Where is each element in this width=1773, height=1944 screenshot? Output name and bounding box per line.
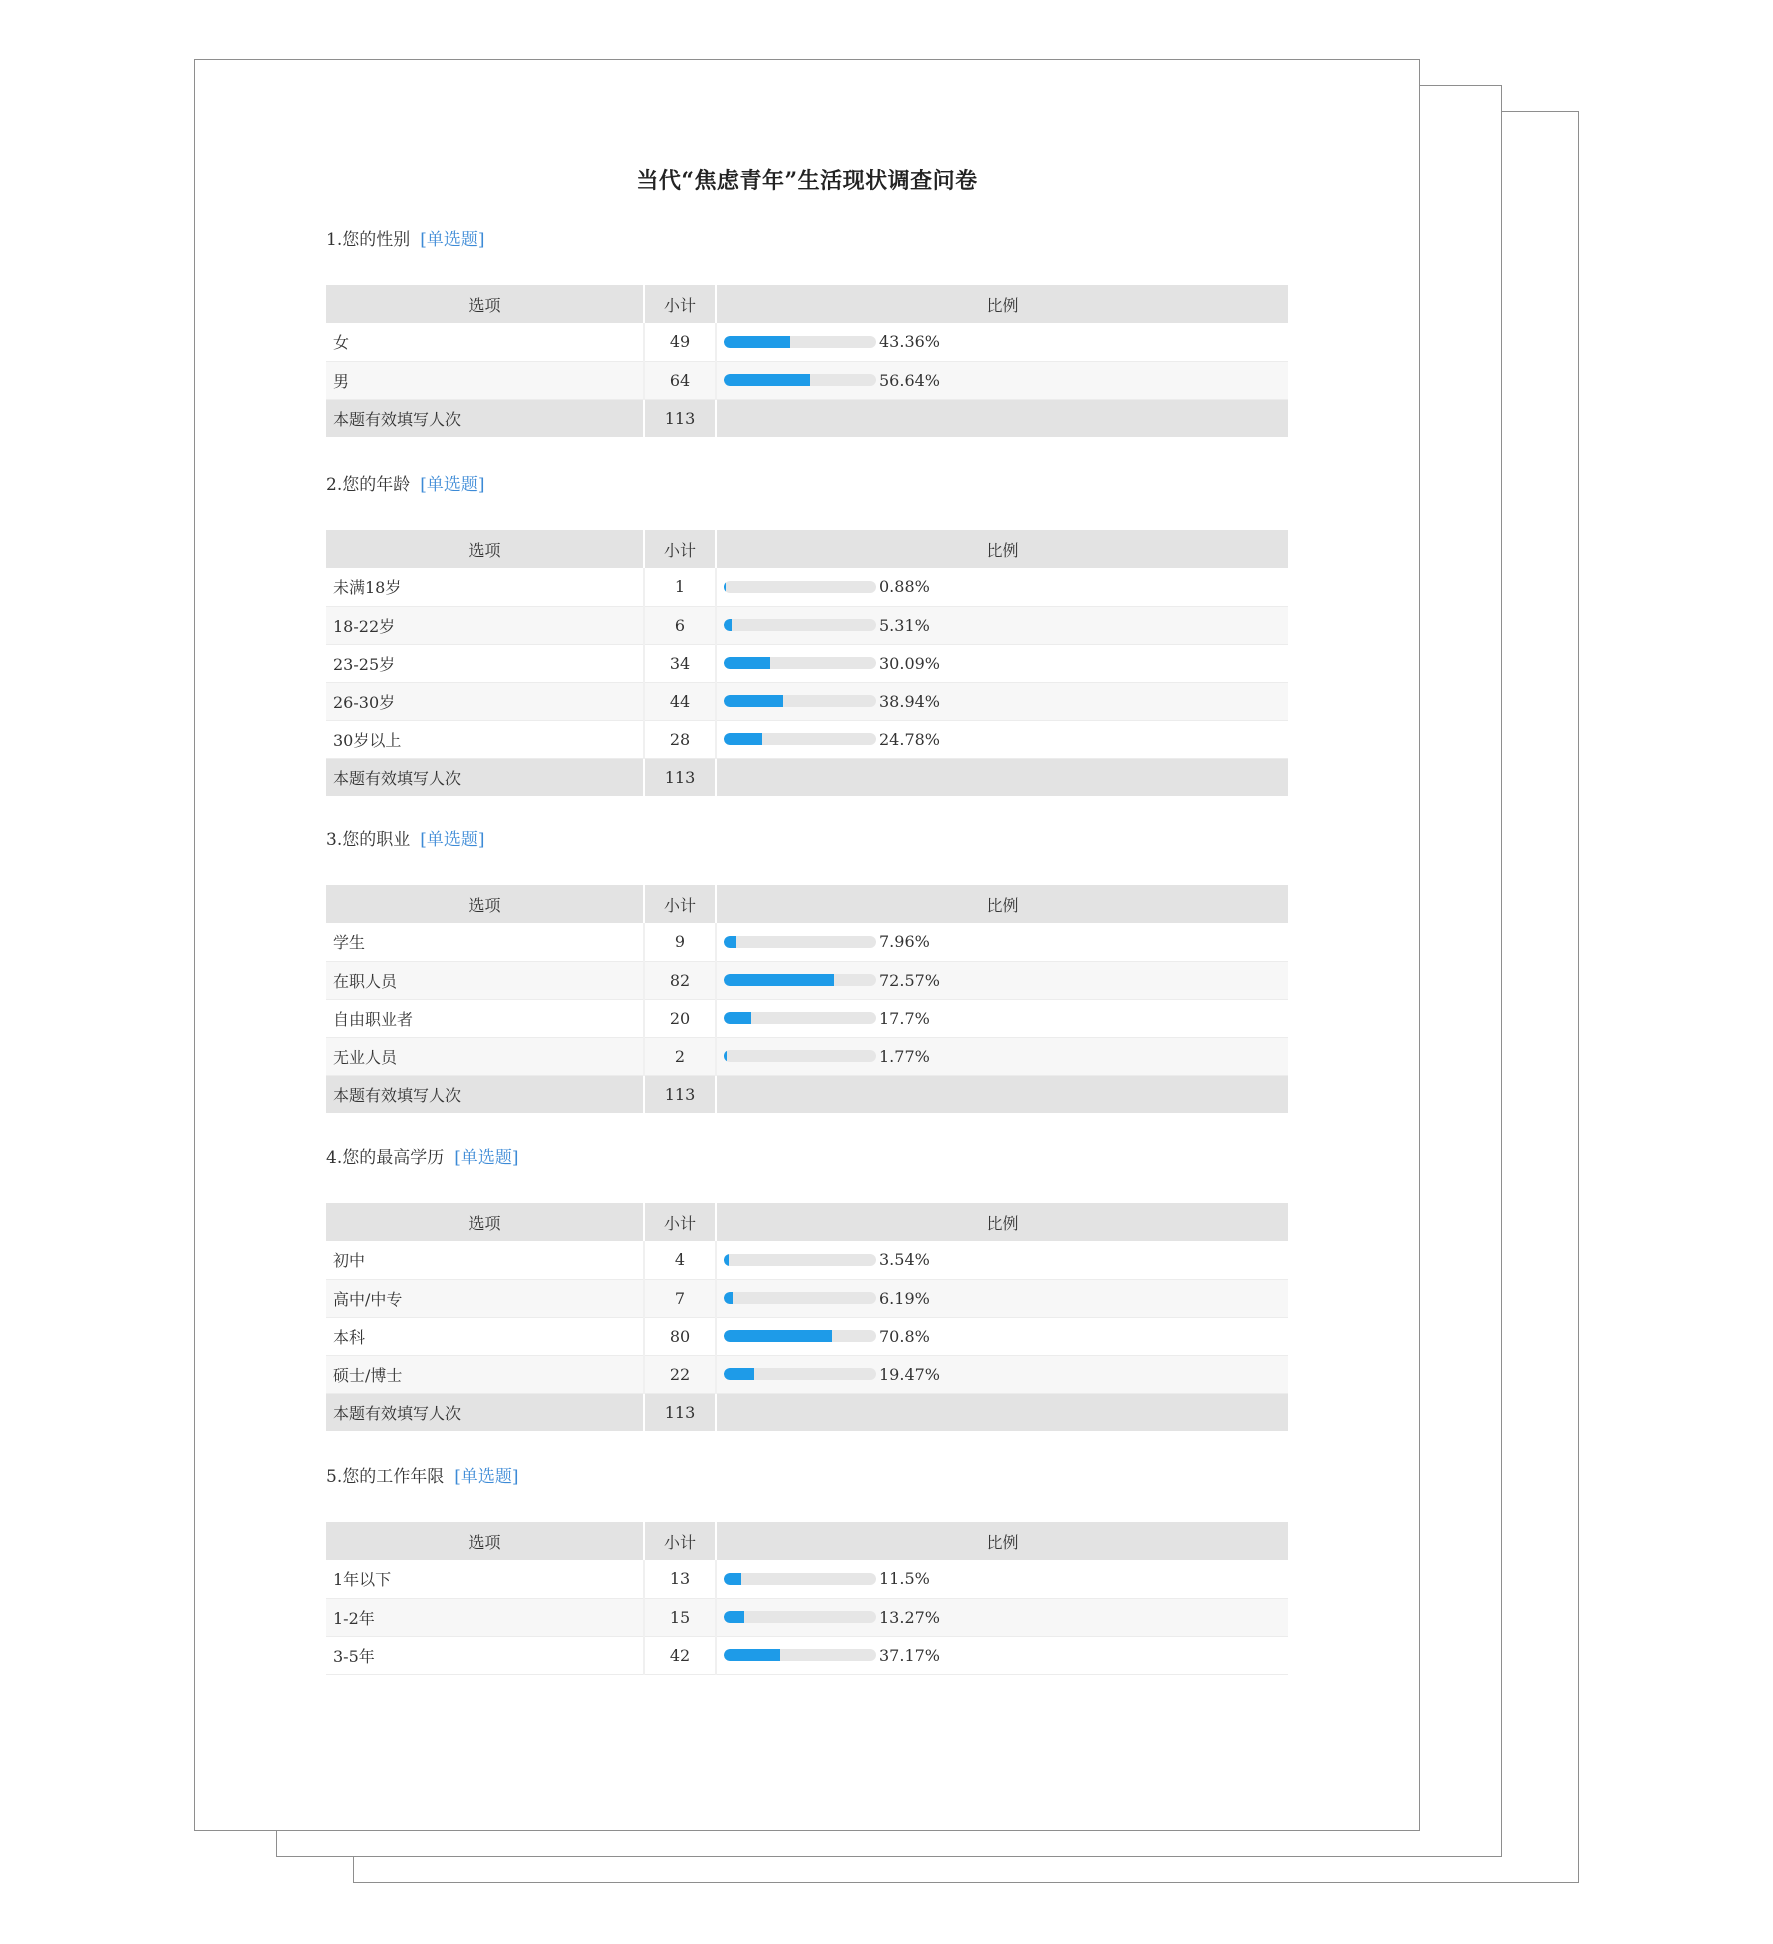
ratio-bar-track xyxy=(724,1254,876,1266)
question-type-tag[interactable]: [单选题] xyxy=(420,830,485,850)
question-text: 5.您的工作年限 xyxy=(326,1467,445,1487)
option-label: 初中 xyxy=(326,1241,644,1279)
header-ratio: 比例 xyxy=(716,1203,1288,1241)
option-label: 26-30岁 xyxy=(326,682,644,720)
table-row xyxy=(326,682,1288,720)
results-table xyxy=(326,285,1288,437)
ratio-bar-group xyxy=(724,654,1288,673)
ratio-bar-track xyxy=(724,619,876,631)
total-ratio-empty xyxy=(716,758,1288,796)
ratio-bar-track xyxy=(724,733,876,745)
ratio-percent: 0.88% xyxy=(879,577,930,597)
option-label: 硕士/博士 xyxy=(326,1355,644,1393)
ratio-percent: 56.64% xyxy=(879,370,941,390)
ratio-percent: 7.96% xyxy=(879,932,930,952)
option-count: 15 xyxy=(644,1598,716,1636)
total-row xyxy=(326,399,1288,437)
question-title xyxy=(326,1462,1288,1492)
results-table xyxy=(326,530,1288,796)
table-header-row xyxy=(326,1203,1288,1241)
total-label: 本题有效填写人次 xyxy=(326,399,644,437)
header-count: 小计 xyxy=(644,1203,716,1241)
header-option: 选项 xyxy=(326,285,644,323)
ratio-bar-group xyxy=(724,616,1288,635)
ratio-bar-track xyxy=(724,657,876,669)
option-count: 13 xyxy=(644,1560,716,1598)
question-title xyxy=(326,225,1288,255)
header-count: 小计 xyxy=(644,885,716,923)
header-option: 选项 xyxy=(326,1203,644,1241)
question-section xyxy=(326,470,1288,796)
ratio-bar-fill xyxy=(724,374,810,386)
ratio-bar-group xyxy=(724,1608,1288,1627)
ratio-percent: 37.17% xyxy=(879,1645,941,1665)
option-ratio xyxy=(716,999,1288,1037)
ratio-bar-track xyxy=(724,1611,876,1623)
option-ratio xyxy=(716,644,1288,682)
table-row xyxy=(326,961,1288,999)
option-label: 30岁以上 xyxy=(326,720,644,758)
option-ratio xyxy=(716,323,1288,361)
option-count: 7 xyxy=(644,1279,716,1317)
option-label: 1年以下 xyxy=(326,1560,644,1598)
table-header-row xyxy=(326,1522,1288,1560)
document-page xyxy=(194,59,1420,1831)
ratio-percent: 19.47% xyxy=(879,1364,941,1384)
total-ratio-empty xyxy=(716,399,1288,437)
question-text: 2.您的年龄 xyxy=(326,475,411,495)
option-ratio xyxy=(716,682,1288,720)
option-ratio xyxy=(716,1560,1288,1598)
option-ratio xyxy=(716,361,1288,399)
option-label: 未满18岁 xyxy=(326,568,644,606)
option-label: 23-25岁 xyxy=(326,644,644,682)
ratio-bar-group xyxy=(724,1365,1288,1384)
table-row xyxy=(326,999,1288,1037)
table-row xyxy=(326,720,1288,758)
ratio-bar-fill xyxy=(724,733,762,745)
question-text: 1.您的性别 xyxy=(326,230,411,250)
ratio-bar-track xyxy=(724,1573,876,1585)
ratio-bar-group xyxy=(724,371,1288,390)
option-ratio xyxy=(716,1355,1288,1393)
option-ratio xyxy=(716,720,1288,758)
option-ratio xyxy=(716,1317,1288,1355)
option-ratio xyxy=(716,961,1288,999)
ratio-bar-fill xyxy=(724,1012,751,1024)
ratio-bar-group xyxy=(724,1327,1288,1346)
header-ratio: 比例 xyxy=(716,530,1288,568)
total-label: 本题有效填写人次 xyxy=(326,1075,644,1113)
ratio-bar-track xyxy=(724,1012,876,1024)
table-row xyxy=(326,1636,1288,1674)
ratio-bar-group xyxy=(724,577,1288,596)
option-label: 高中/中专 xyxy=(326,1279,644,1317)
total-row xyxy=(326,758,1288,796)
table-header-row xyxy=(326,530,1288,568)
option-count: 28 xyxy=(644,720,716,758)
question-type-tag[interactable]: [单选题] xyxy=(420,230,485,250)
option-label: 男 xyxy=(326,361,644,399)
option-label: 无业人员 xyxy=(326,1037,644,1075)
ratio-bar-fill xyxy=(724,1254,729,1266)
option-label: 本科 xyxy=(326,1317,644,1355)
total-count: 113 xyxy=(644,758,716,796)
question-type-tag[interactable]: [单选题] xyxy=(454,1148,519,1168)
table-row xyxy=(326,323,1288,361)
total-count: 113 xyxy=(644,1075,716,1113)
ratio-bar-fill xyxy=(724,1330,832,1342)
option-ratio xyxy=(716,1241,1288,1279)
option-ratio xyxy=(716,1598,1288,1636)
table-row xyxy=(326,1037,1288,1075)
ratio-bar-fill xyxy=(724,1573,741,1585)
ratio-bar-track xyxy=(724,1292,876,1304)
option-label: 女 xyxy=(326,323,644,361)
option-count: 42 xyxy=(644,1636,716,1674)
ratio-bar-group xyxy=(724,971,1288,990)
total-row xyxy=(326,1393,1288,1431)
option-label: 学生 xyxy=(326,923,644,961)
option-ratio xyxy=(716,1279,1288,1317)
option-count: 4 xyxy=(644,1241,716,1279)
option-count: 22 xyxy=(644,1355,716,1393)
header-option: 选项 xyxy=(326,530,644,568)
ratio-bar-fill xyxy=(724,1050,727,1062)
table-row xyxy=(326,644,1288,682)
option-count: 20 xyxy=(644,999,716,1037)
ratio-bar-track xyxy=(724,1050,876,1062)
ratio-bar-fill xyxy=(724,936,736,948)
ratio-percent: 43.36% xyxy=(879,332,941,352)
option-label: 1-2年 xyxy=(326,1598,644,1636)
ratio-bar-group xyxy=(724,332,1288,351)
option-ratio xyxy=(716,568,1288,606)
ratio-bar-fill xyxy=(724,1611,744,1623)
ratio-bar-group xyxy=(724,1569,1288,1588)
option-count: 44 xyxy=(644,682,716,720)
ratio-bar-track xyxy=(724,581,876,593)
header-count: 小计 xyxy=(644,530,716,568)
ratio-bar-group xyxy=(724,1047,1288,1066)
question-section xyxy=(326,1462,1288,1675)
ratio-bar-group xyxy=(724,1009,1288,1028)
table-row xyxy=(326,1279,1288,1317)
table-row xyxy=(326,1598,1288,1636)
ratio-bar-track xyxy=(724,936,876,948)
total-count: 113 xyxy=(644,1393,716,1431)
ratio-percent: 30.09% xyxy=(879,653,941,673)
ratio-percent: 72.57% xyxy=(879,970,941,990)
table-header-row xyxy=(326,285,1288,323)
table-row xyxy=(326,361,1288,399)
total-row xyxy=(326,1075,1288,1113)
question-section xyxy=(326,1143,1288,1431)
ratio-bar-fill xyxy=(724,1368,754,1380)
header-count: 小计 xyxy=(644,1522,716,1560)
ratio-percent: 70.8% xyxy=(879,1326,930,1346)
option-count: 49 xyxy=(644,323,716,361)
total-ratio-empty xyxy=(716,1075,1288,1113)
ratio-bar-fill xyxy=(724,336,790,348)
option-count: 82 xyxy=(644,961,716,999)
ratio-bar-track xyxy=(724,1649,876,1661)
table-row xyxy=(326,1317,1288,1355)
results-table xyxy=(326,1203,1288,1431)
ratio-bar-track xyxy=(724,374,876,386)
ratio-bar-group xyxy=(724,932,1288,951)
ratio-bar-group xyxy=(724,730,1288,749)
page-title: 当代“焦虑青年”生活现状调查问卷 xyxy=(636,168,978,194)
question-type-tag[interactable]: [单选题] xyxy=(454,1467,519,1487)
total-ratio-empty xyxy=(716,1393,1288,1431)
ratio-bar-fill xyxy=(724,695,783,707)
option-label: 18-22岁 xyxy=(326,606,644,644)
option-count: 64 xyxy=(644,361,716,399)
table-row xyxy=(326,606,1288,644)
option-count: 34 xyxy=(644,644,716,682)
option-ratio xyxy=(716,1636,1288,1674)
question-section xyxy=(326,825,1288,1113)
option-count: 9 xyxy=(644,923,716,961)
ratio-percent: 38.94% xyxy=(879,691,941,711)
ratio-bar-group xyxy=(724,1289,1288,1308)
option-count: 2 xyxy=(644,1037,716,1075)
ratio-percent: 5.31% xyxy=(879,615,930,635)
option-label: 3-5年 xyxy=(326,1636,644,1674)
table-row xyxy=(326,1355,1288,1393)
header-ratio: 比例 xyxy=(716,285,1288,323)
results-table xyxy=(326,1522,1288,1675)
ratio-percent: 13.27% xyxy=(879,1607,941,1627)
question-text: 4.您的最高学历 xyxy=(326,1148,445,1168)
ratio-bar-track xyxy=(724,1368,876,1380)
option-count: 80 xyxy=(644,1317,716,1355)
table-row xyxy=(326,1241,1288,1279)
ratio-bar-fill xyxy=(724,1649,780,1661)
results-table xyxy=(326,885,1288,1113)
question-title xyxy=(326,1143,1288,1173)
option-count: 6 xyxy=(644,606,716,644)
ratio-bar-track xyxy=(724,1330,876,1342)
ratio-bar-fill xyxy=(724,581,726,593)
ratio-bar-track xyxy=(724,695,876,707)
ratio-bar-group xyxy=(724,1646,1288,1665)
header-option: 选项 xyxy=(326,885,644,923)
table-header-row xyxy=(326,885,1288,923)
ratio-bar-fill xyxy=(724,619,732,631)
ratio-percent: 3.54% xyxy=(879,1250,930,1270)
total-label: 本题有效填写人次 xyxy=(326,1393,644,1431)
table-row xyxy=(326,923,1288,961)
header-ratio: 比例 xyxy=(716,885,1288,923)
table-row xyxy=(326,1560,1288,1598)
ratio-bar-group xyxy=(724,692,1288,711)
ratio-bar-track xyxy=(724,974,876,986)
option-ratio xyxy=(716,606,1288,644)
question-title xyxy=(326,470,1288,500)
option-label: 自由职业者 xyxy=(326,999,644,1037)
option-ratio xyxy=(716,1037,1288,1075)
ratio-percent: 11.5% xyxy=(879,1569,930,1589)
option-ratio xyxy=(716,923,1288,961)
ratio-percent: 17.7% xyxy=(879,1008,930,1028)
question-text: 3.您的职业 xyxy=(326,830,411,850)
header-count: 小计 xyxy=(644,285,716,323)
table-row xyxy=(326,568,1288,606)
option-count: 1 xyxy=(644,568,716,606)
question-section xyxy=(326,225,1288,437)
question-title xyxy=(326,825,1288,855)
ratio-bar-track xyxy=(724,336,876,348)
option-label: 在职人员 xyxy=(326,961,644,999)
ratio-bar-fill xyxy=(724,1292,733,1304)
ratio-bar-fill xyxy=(724,657,770,669)
total-label: 本题有效填写人次 xyxy=(326,758,644,796)
header-option: 选项 xyxy=(326,1522,644,1560)
ratio-bar-fill xyxy=(724,974,834,986)
header-ratio: 比例 xyxy=(716,1522,1288,1560)
ratio-percent: 1.77% xyxy=(879,1046,930,1066)
ratio-bar-group xyxy=(724,1250,1288,1269)
total-count: 113 xyxy=(644,399,716,437)
ratio-percent: 6.19% xyxy=(879,1288,930,1308)
ratio-percent: 24.78% xyxy=(879,729,941,749)
question-type-tag[interactable]: [单选题] xyxy=(420,475,485,495)
